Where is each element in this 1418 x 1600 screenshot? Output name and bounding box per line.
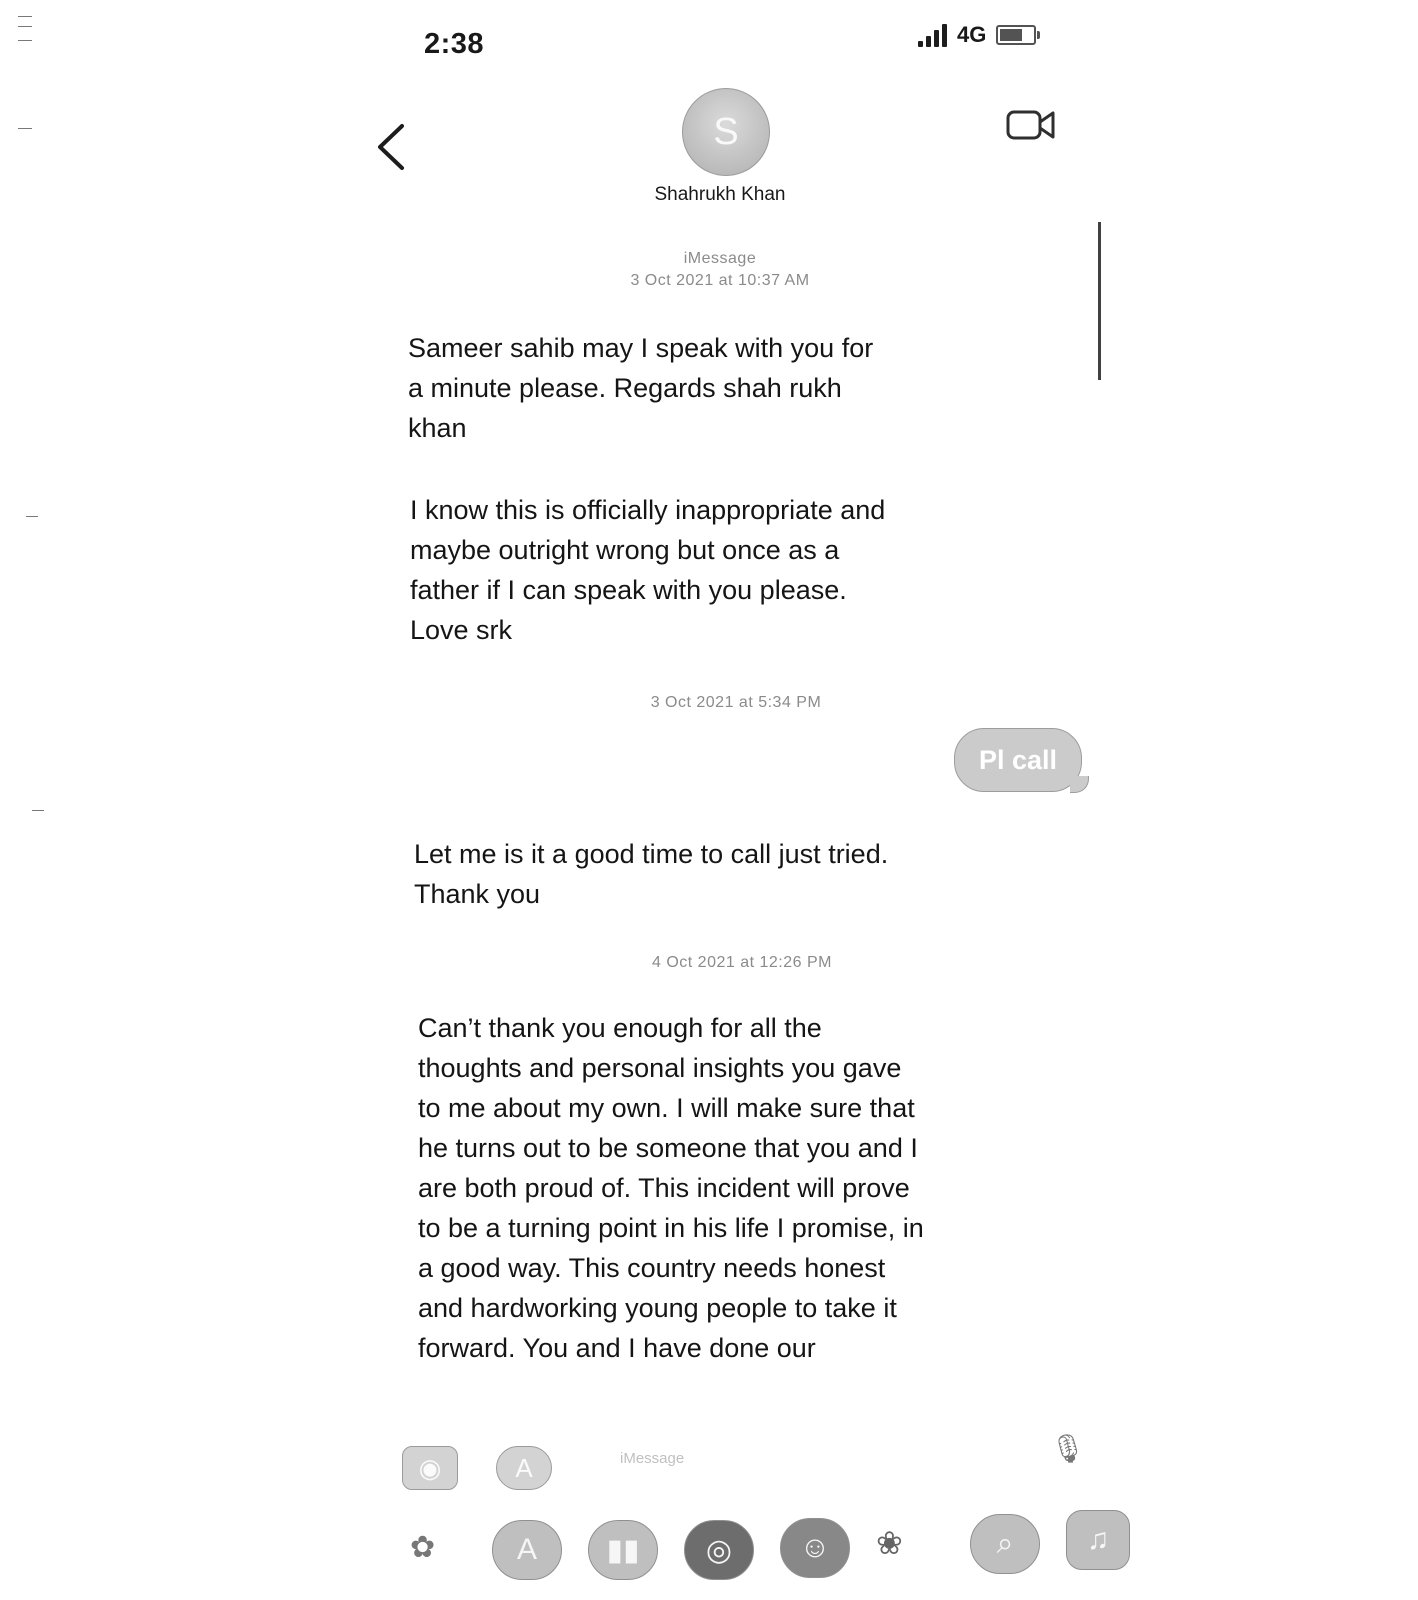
- timestamp: 3 Oct 2021 at 10:37 AM: [630, 272, 810, 289]
- photos-icon[interactable]: ✿: [410, 1531, 436, 1564]
- network-type: 4G: [957, 22, 987, 47]
- music-icon[interactable]: ♫: [1066, 1510, 1130, 1570]
- signal-icon: [918, 23, 947, 47]
- message-text: Pl call: [978, 744, 1058, 775]
- incoming-message: [418, 1008, 928, 1404]
- message-text: Can’t thank you enough for all the thoughts and personal insights you gave to me about my own. I will make sure that he turns out to be someone that you and I are both proud of. This incident will prove to be a turning point in his life I promise, in a good way. This country needs honest and hardworking young people to take it forward. You and I have done our: [418, 1013, 924, 1363]
- memoji-icon[interactable]: ☺: [780, 1518, 850, 1578]
- avatar-letter: S: [713, 110, 739, 153]
- timestamp: 4 Oct 2021 at 12:26 PM: [652, 954, 832, 971]
- message-text: I know this is officially inappropriate and maybe outright wrong but once as a father if I can speak with you please. Love srk: [410, 495, 886, 645]
- activity-icon[interactable]: ◎: [684, 1520, 754, 1580]
- service-label: iMessage: [683, 250, 757, 267]
- audio-icon[interactable]: ▮▮: [588, 1520, 658, 1580]
- search-images-icon[interactable]: ⌕: [970, 1514, 1040, 1574]
- message-text: Sameer sahib may I speak with you for a minute please. Regards shah rukh khan: [408, 333, 874, 443]
- app-store-icon[interactable]: A: [492, 1520, 562, 1580]
- status-time: 2:38: [424, 28, 485, 60]
- microphone-icon[interactable]: 🎙: [1050, 1433, 1086, 1464]
- incoming-message: [408, 328, 888, 448]
- timestamp: 3 Oct 2021 at 5:34 PM: [650, 694, 822, 711]
- contact-name[interactable]: Shahrukh Khan: [654, 184, 786, 205]
- incoming-message: [414, 834, 894, 914]
- incoming-message: [410, 490, 900, 650]
- battery-icon: [996, 25, 1036, 45]
- avatar[interactable]: [682, 88, 770, 176]
- status-indicators: [918, 22, 1036, 48]
- camera-icon[interactable]: ◉: [402, 1446, 458, 1490]
- scroll-indicator[interactable]: [1098, 222, 1101, 380]
- composer-input[interactable]: iMessage: [620, 1450, 685, 1467]
- app-store-icon[interactable]: A: [496, 1446, 552, 1490]
- back-chevron-icon[interactable]: [372, 122, 412, 172]
- stickers-icon[interactable]: ❀: [876, 1525, 903, 1561]
- message-text: Let me is it a good time to call just tried. Thank you: [414, 839, 889, 909]
- video-call-icon[interactable]: [1006, 108, 1056, 142]
- outgoing-message: [954, 728, 1082, 792]
